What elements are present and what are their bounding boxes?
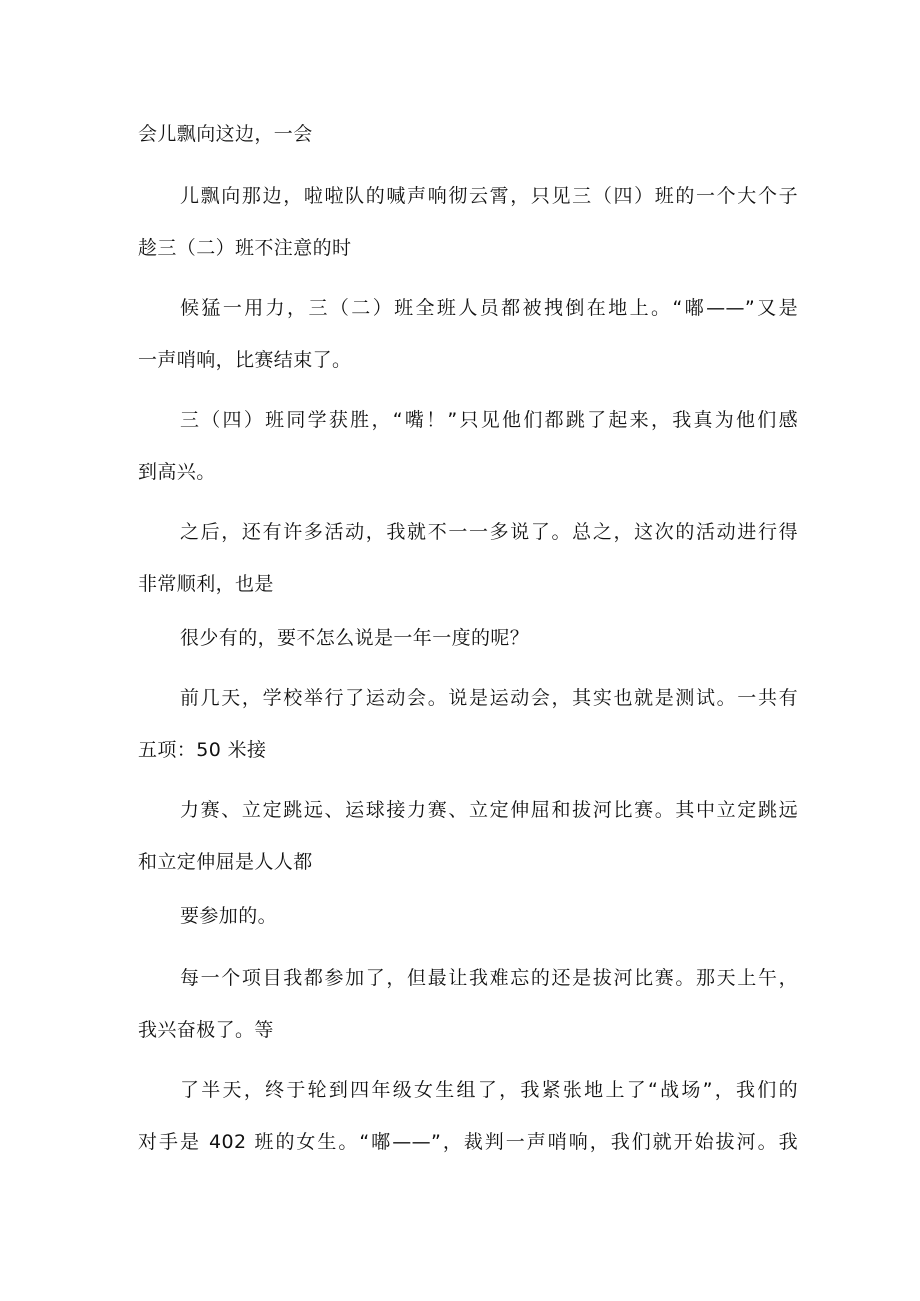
paragraph-line: 对手是 402 班的女生。“嘟——”，裁判一声哨响，我们就开始拔河。我 bbox=[138, 1131, 798, 1153]
paragraph-7 bbox=[138, 672, 798, 776]
paragraph-2 bbox=[138, 170, 798, 274]
paragraph-8 bbox=[138, 784, 798, 888]
paragraph-11 bbox=[138, 1064, 798, 1168]
paragraph-line: 儿飘向那边，啦啦队的喊声响彻云霄，只见三（四）班的一个大个子 bbox=[180, 185, 798, 207]
paragraph-line: 每一个项目我都参加了，但最让我难忘的还是拔河比赛。那天上午， bbox=[180, 967, 798, 989]
paragraph-line: 之后，还有许多活动，我就不一一多说了。总之，这次的活动进行得 bbox=[180, 521, 798, 543]
paragraph-line: 趁三（二）班不注意的时 bbox=[138, 237, 352, 259]
paragraph-line: 会儿飘向这边，一会 bbox=[138, 123, 313, 145]
paragraph-line: 五项：50 米接 bbox=[138, 739, 267, 761]
paragraph-line: 和立定伸屈是人人都 bbox=[138, 851, 313, 873]
paragraph-9 bbox=[138, 890, 798, 942]
paragraph-line: 要参加的。 bbox=[180, 905, 278, 927]
paragraph-line: 候猛一用力，三（二）班全班人员都被拽倒在地上。“嘟——”又是 bbox=[180, 297, 798, 319]
paragraph-6 bbox=[138, 612, 798, 664]
paragraph-1 bbox=[138, 108, 798, 160]
paragraph-line: 一声哨响，比赛结束了。 bbox=[138, 349, 352, 371]
paragraph-line: 我兴奋极了。等 bbox=[138, 1019, 274, 1041]
paragraph-4 bbox=[138, 394, 798, 498]
paragraph-line: 三（四）班同学获胜，“嘴！”只见他们都跳了起来，我真为他们感 bbox=[180, 409, 798, 431]
paragraph-line: 力赛、立定跳远、运球接力赛、立定伸屈和拔河比赛。其中立定跳远 bbox=[180, 799, 798, 821]
paragraph-line: 非常顺利，也是 bbox=[138, 573, 274, 595]
paragraph-line: 前几天，学校举行了运动会。说是运动会，其实也就是测试。一共有 bbox=[180, 687, 798, 709]
paragraph-line: 很少有的，要不怎么说是一年一度的呢？ bbox=[180, 627, 530, 649]
paragraph-line: 了半天，终于轮到四年级女生组了，我紧张地上了“战场”，我们的 bbox=[180, 1079, 798, 1101]
paragraph-3 bbox=[138, 282, 798, 386]
paragraph-10 bbox=[138, 952, 798, 1056]
paragraph-line: 到高兴。 bbox=[138, 461, 216, 483]
paragraph-5 bbox=[138, 506, 798, 610]
